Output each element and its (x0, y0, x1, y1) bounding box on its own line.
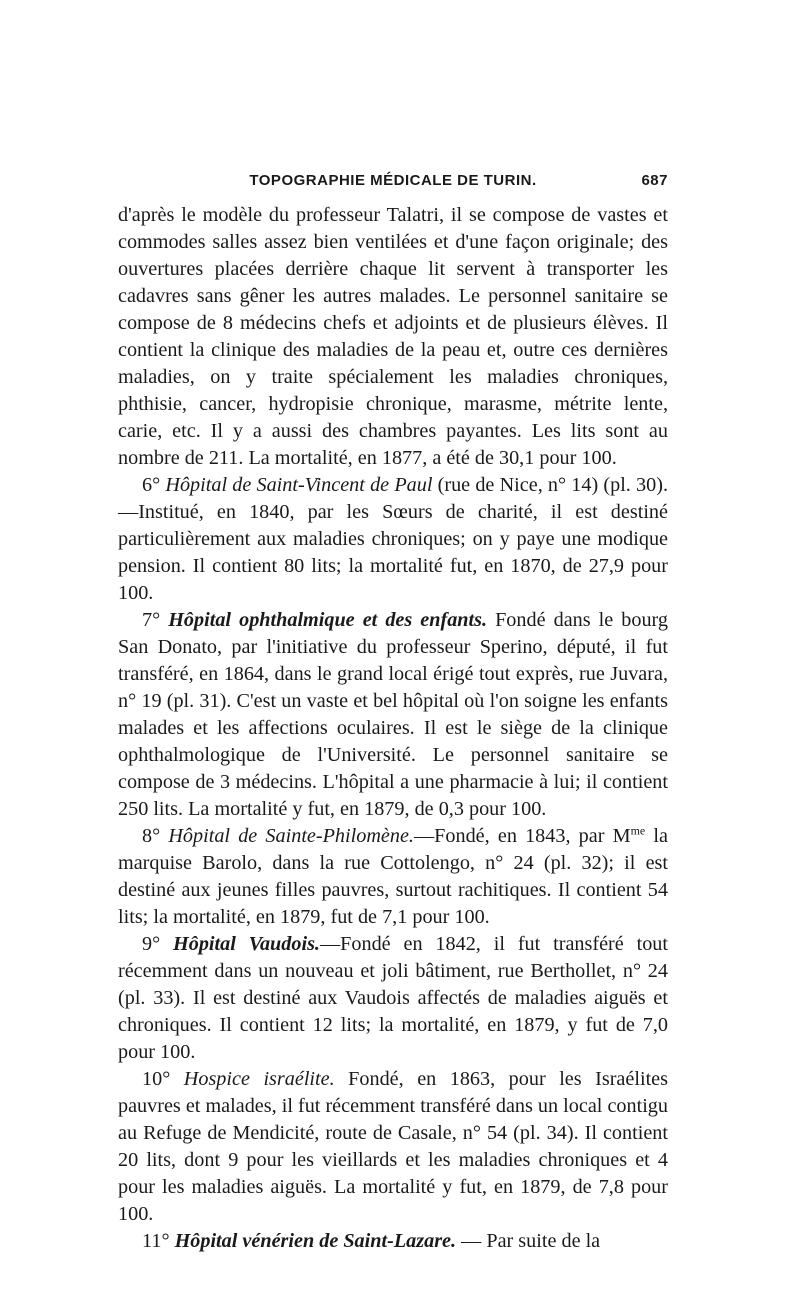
body-text (118, 202, 668, 1255)
item-number: 10° (142, 1068, 171, 1090)
paragraph-continuation (118, 202, 668, 472)
paragraph-hopital-sainte-philomene (118, 823, 668, 931)
paragraph-text-lead: —Fondé, en 1843, par M (413, 825, 631, 847)
section-title: Hospice israélite. (183, 1068, 335, 1090)
paragraph-text: Fondé, en 1863, pour les Israélites pauvres et malades, il fut récemment transféré dans un local contigu au Refuge de Mendicité, route de Casale, n° 54 (pl. 34). Il contient 20 lits, dont 9 pour les vieillards et les maladies chroniques et 4 pour les maladies aiguës. La mortalité y fut, en 1879, de 7,8 pour 100. (118, 1068, 668, 1225)
paragraph-text: (rue de Nice, n° 14) (pl. 30). —Institué, en 1840, par les Sœurs de charité, il est destiné particulièrement aux maladies chroniques; on y paye une modique pension. Il contient 80 lits; la mortalité fut, en 1870, de 27,9 pour 100. (118, 474, 669, 604)
running-header (118, 168, 668, 194)
section-title: Hôpital de Saint-Vincent de Paul (165, 474, 433, 496)
paragraph-hospice-israelite (118, 1066, 668, 1228)
superscript: me (630, 823, 646, 838)
paragraph-text: Fondé dans le bourg San Donato, par l'initiative du professeur Sperino, député, il fut transféré, en 1864, dans le grand local érigé tout exprès, rue Juvara, n° 19 (pl. 31). C'est un vaste et bel hôpital où l'on soigne les enfants malades et les affections oculaires. Il est le siège de la clinique ophthalmologique de l'Université. Le personnel sanitaire se compose de 3 médecins. L'hôpital a une pharmacie à lui; il contient 250 lits. La mortalité y fut, en 1879, de 0,3 pour 100. (118, 609, 669, 820)
item-number: 8° (142, 825, 161, 847)
page-number: 687 (641, 172, 668, 189)
section-title: Hôpital de Sainte-Philomène. (168, 825, 414, 847)
item-number: 6° (142, 474, 161, 496)
section-title: Hôpital Vaudois. (173, 933, 320, 955)
item-number: 7° (142, 609, 161, 631)
paragraph-hopital-saint-vincent (118, 472, 668, 607)
paragraph-text: d'après le modèle du professeur Talatri, il se compose de vastes et commodes salles assez bien ventilées et d'une façon originale; des ouvertures placées derrière chaque lit servent à transporter les cadavres sans gêner les autres malades. Le personnel sanitaire se compose de 8 médecins chefs et adjoints et de plusieurs élèves. Il contient la clinique des maladies de la peau et, outre ces dernières maladies, on y traite spécialement les maladies chroniques, phthisie, cancer, hydropisie chronique, marasme, métrite lente, carie, etc. Il y a aussi des chambres payantes. Les lits sont au nombre de 211. La mortalité, en 1877, a été de 30,1 pour 100. (118, 204, 668, 469)
book-page (118, 168, 668, 1255)
paragraph-text: la marquise Barolo, dans la rue Cottolengo, n° 24 (pl. 32); il est destiné aux jeunes filles pauvres, surtout rachitiques. Il contient 54 lits; la mortalité, en 1879, fut de 7,1 pour 100. (118, 825, 668, 928)
section-title: Hôpital ophthalmique et des enfants. (168, 609, 488, 631)
item-number: 11° (142, 1230, 170, 1252)
item-number: 9° (142, 933, 161, 955)
paragraph-hopital-ophthalmique (118, 607, 668, 823)
section-title: Hôpital vénérien de Saint-Lazare. (174, 1230, 457, 1252)
paragraph-text: —Fondé en 1842, il fut transféré tout récemment dans un nouveau et joli bâtiment, rue Berthollet, n° 24 (pl. 33). Il est destiné aux Vaudois affectés de maladies aiguës et chroniques. Il contient 12 lits; la mortalité, en 1879, y fut de 7,0 pour 100. (118, 933, 668, 1063)
paragraph-hopital-vaudois (118, 931, 668, 1066)
paragraph-text: — Par suite de la (456, 1230, 601, 1252)
running-title: TOPOGRAPHIE MÉDICALE DE TURIN. (249, 172, 537, 189)
paragraph-hopital-saint-lazare (118, 1228, 668, 1255)
